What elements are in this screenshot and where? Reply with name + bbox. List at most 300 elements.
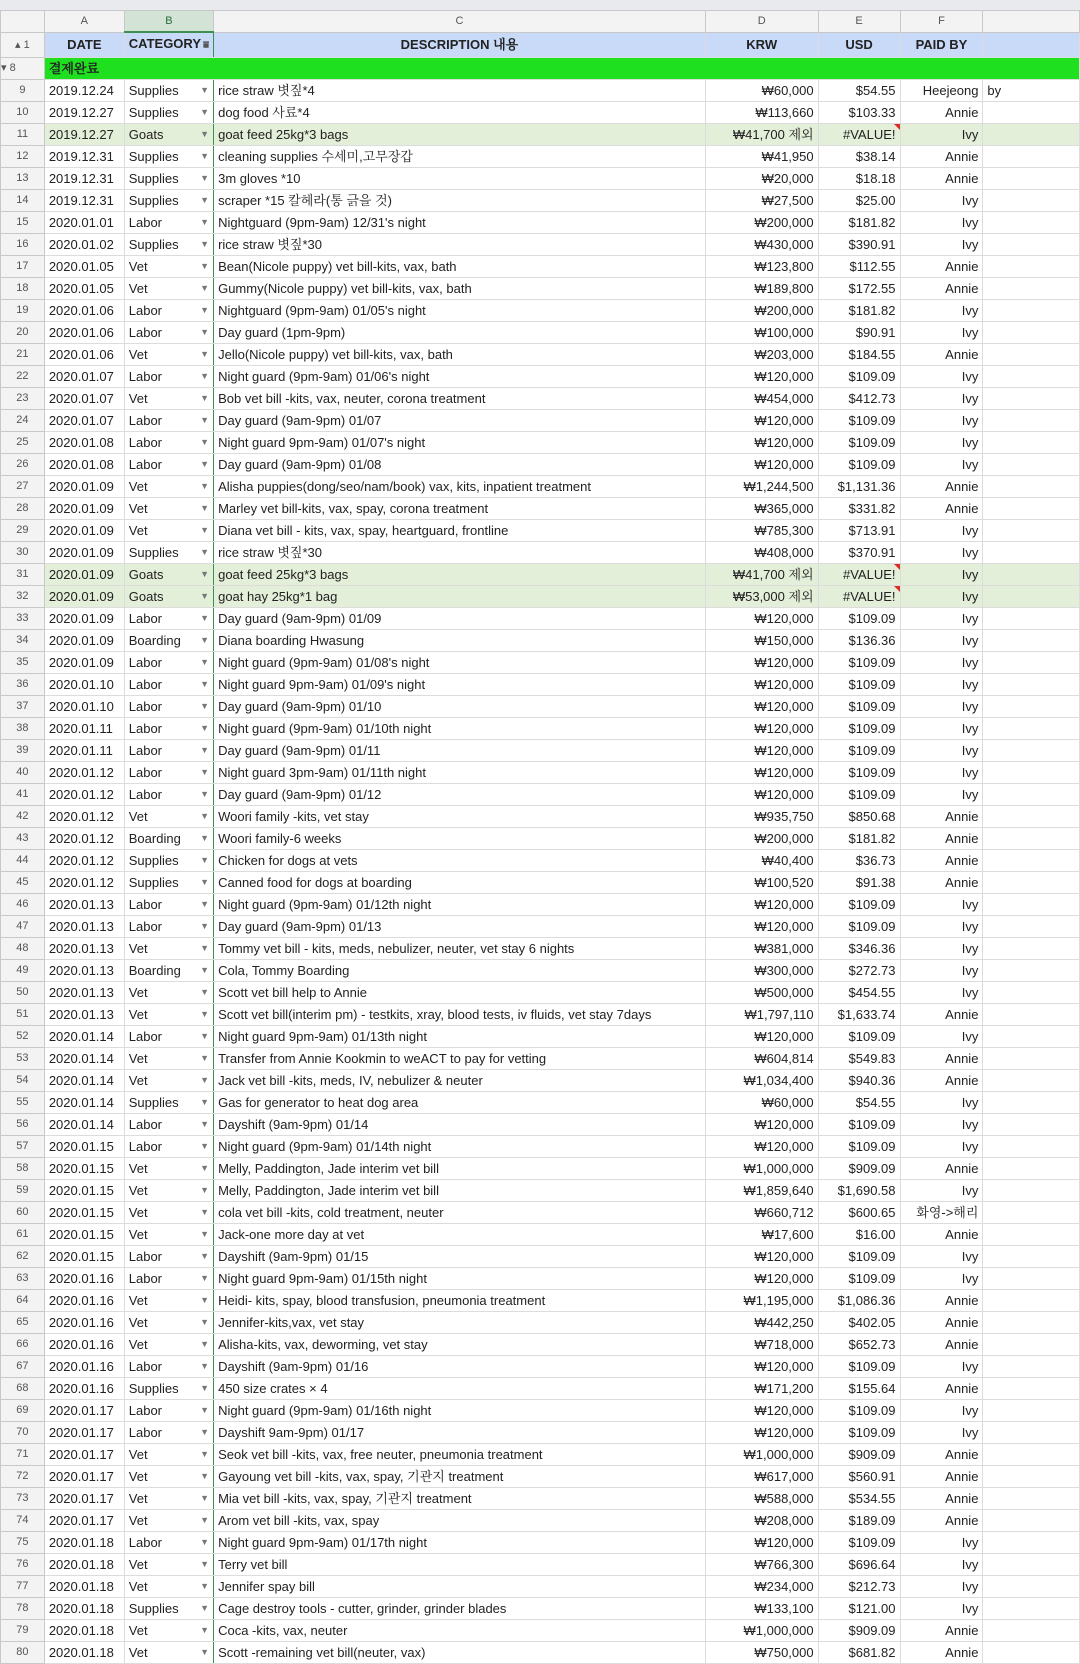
cell-krw[interactable]: ₩750,000 xyxy=(705,1642,818,1664)
cell-paid-by[interactable]: Annie xyxy=(900,1466,983,1488)
cell-category[interactable]: Supplies ▼ xyxy=(124,102,213,124)
cell-description[interactable]: Jennifer spay bill xyxy=(214,1576,706,1598)
dropdown-arrow-icon[interactable]: ▼ xyxy=(200,1603,210,1613)
dropdown-arrow-icon[interactable]: ▼ xyxy=(200,1251,210,1261)
cell-date[interactable]: 2020.01.14 xyxy=(44,1092,124,1114)
cell-category[interactable]: Vet ▼ xyxy=(124,1048,213,1070)
cell-date[interactable]: 2020.01.09 xyxy=(44,542,124,564)
cell-category[interactable]: Goats ▼ xyxy=(124,586,213,608)
cell-category[interactable]: Vet ▼ xyxy=(124,1224,213,1246)
cell-category[interactable]: Labor ▼ xyxy=(124,410,213,432)
cell-paid-by[interactable]: Annie xyxy=(900,146,983,168)
cell-category[interactable]: Supplies ▼ xyxy=(124,234,213,256)
cell-paid-by[interactable]: Annie xyxy=(900,1510,983,1532)
cell-usd[interactable]: $549.83 xyxy=(818,1048,900,1070)
cell-date[interactable]: 2020.01.01 xyxy=(44,212,124,234)
cell-usd[interactable]: #VALUE! xyxy=(818,586,900,608)
dropdown-arrow-icon[interactable]: ▼ xyxy=(200,899,210,909)
cell-usd[interactable]: $560.91 xyxy=(818,1466,900,1488)
cell-date[interactable]: 2020.01.09 xyxy=(44,520,124,542)
cell-description[interactable]: Bob vet bill -kits, vax, neuter, corona treatment xyxy=(214,388,706,410)
cell-extra[interactable] xyxy=(983,542,1080,564)
row-number[interactable]: 49 xyxy=(1,960,45,982)
cell-paid-by[interactable]: Annie xyxy=(900,872,983,894)
cell-description[interactable]: Night guard (9pm-9am) 01/16th night xyxy=(214,1400,706,1422)
cell-paid-by[interactable]: Ivy xyxy=(900,894,983,916)
column-header-a[interactable]: A xyxy=(44,11,124,33)
dropdown-arrow-icon[interactable]: ▼ xyxy=(200,1207,210,1217)
cell-paid-by[interactable]: Ivy xyxy=(900,454,983,476)
cell-krw[interactable]: ₩430,000 xyxy=(705,234,818,256)
dropdown-arrow-icon[interactable]: ▼ xyxy=(200,129,210,139)
dropdown-arrow-icon[interactable]: ▼ xyxy=(200,767,210,777)
cell-description[interactable]: Dayshift (9am-9pm) 01/14 xyxy=(214,1114,706,1136)
cell-usd[interactable]: $713.91 xyxy=(818,520,900,542)
cell-date[interactable]: 2020.01.15 xyxy=(44,1246,124,1268)
cell-krw[interactable]: ₩150,000 xyxy=(705,630,818,652)
cell-category[interactable]: Labor ▼ xyxy=(124,1400,213,1422)
row-number[interactable]: 64 xyxy=(1,1290,45,1312)
dropdown-arrow-icon[interactable]: ▼ xyxy=(200,1537,210,1547)
cell-description[interactable]: Night guard (9pm-9am) 01/14th night xyxy=(214,1136,706,1158)
cell-paid-by[interactable]: Annie xyxy=(900,1334,983,1356)
cell-extra[interactable] xyxy=(983,586,1080,608)
cell-extra[interactable] xyxy=(983,1422,1080,1444)
cell-krw[interactable]: ₩234,000 xyxy=(705,1576,818,1598)
cell-paid-by[interactable]: Ivy xyxy=(900,366,983,388)
row-number[interactable]: 29 xyxy=(1,520,45,542)
cell-category[interactable]: Labor ▼ xyxy=(124,894,213,916)
cell-krw[interactable]: ₩120,000 xyxy=(705,894,818,916)
cell-extra[interactable] xyxy=(983,366,1080,388)
row-number[interactable]: 28 xyxy=(1,498,45,520)
cell-extra[interactable] xyxy=(983,168,1080,190)
filter-icon[interactable]: ⩸ xyxy=(203,40,210,51)
cell-krw[interactable]: ₩120,000 xyxy=(705,366,818,388)
row-number[interactable]: 11 xyxy=(1,124,45,146)
cell-usd[interactable]: $109.09 xyxy=(818,1114,900,1136)
cell-paid-by[interactable]: Ivy xyxy=(900,696,983,718)
cell-date[interactable]: 2020.01.08 xyxy=(44,432,124,454)
cell-extra[interactable] xyxy=(983,1070,1080,1092)
dropdown-arrow-icon[interactable]: ▼ xyxy=(200,371,210,381)
cell-krw[interactable]: ₩203,000 xyxy=(705,344,818,366)
cell-krw[interactable]: ₩120,000 xyxy=(705,1246,818,1268)
dropdown-arrow-icon[interactable]: ▼ xyxy=(200,635,210,645)
cell-paid-by[interactable]: Annie xyxy=(900,1378,983,1400)
cell-date[interactable]: 2020.01.17 xyxy=(44,1422,124,1444)
cell-description[interactable]: Scott -remaining vet bill(neuter, vax) xyxy=(214,1642,706,1664)
row-number[interactable]: 60 xyxy=(1,1202,45,1224)
cell-paid-by[interactable]: Ivy xyxy=(900,388,983,410)
cell-description[interactable]: Day guard (1pm-9pm) xyxy=(214,322,706,344)
dropdown-arrow-icon[interactable]: ▼ xyxy=(200,1493,210,1503)
cell-usd[interactable]: $1,131.36 xyxy=(818,476,900,498)
cell-date[interactable]: 2020.01.12 xyxy=(44,784,124,806)
cell-paid-by[interactable]: Annie xyxy=(900,102,983,124)
cell-description[interactable]: Canned food for dogs at boarding xyxy=(214,872,706,894)
dropdown-arrow-icon[interactable]: ▼ xyxy=(200,701,210,711)
cell-date[interactable]: 2020.01.14 xyxy=(44,1114,124,1136)
row-number[interactable]: 39 xyxy=(1,740,45,762)
cell-paid-by[interactable]: Ivy xyxy=(900,520,983,542)
cell-krw[interactable]: ₩208,000 xyxy=(705,1510,818,1532)
cell-description[interactable]: rice straw 볏짚*4 xyxy=(214,80,706,102)
cell-description[interactable]: goat hay 25kg*1 bag xyxy=(214,586,706,608)
cell-description[interactable]: Mia vet bill -kits, vax, spay, 기관지 treatment xyxy=(214,1488,706,1510)
cell-date[interactable]: 2020.01.09 xyxy=(44,498,124,520)
cell-category[interactable]: Boarding ▼ xyxy=(124,960,213,982)
cell-date[interactable]: 2020.01.10 xyxy=(44,674,124,696)
cell-paid-by[interactable]: 화영->해리 xyxy=(900,1202,983,1224)
dropdown-arrow-icon[interactable]: ▼ xyxy=(200,283,210,293)
cell-category[interactable]: Goats ▼ xyxy=(124,564,213,586)
cell-extra[interactable] xyxy=(983,1092,1080,1114)
cell-description[interactable]: Night guard (9pm-9am) 01/06's night xyxy=(214,366,706,388)
cell-description[interactable]: Terry vet bill xyxy=(214,1554,706,1576)
cell-description[interactable]: Day guard (9am-9pm) 01/11 xyxy=(214,740,706,762)
cell-paid-by[interactable]: Ivy xyxy=(900,652,983,674)
dropdown-arrow-icon[interactable]: ▼ xyxy=(200,613,210,623)
cell-extra[interactable] xyxy=(983,102,1080,124)
row-number[interactable]: 79 xyxy=(1,1620,45,1642)
cell-description[interactable]: Jack vet bill -kits, meds, IV, nebulizer & neuter xyxy=(214,1070,706,1092)
cell-paid-by[interactable]: Ivy xyxy=(900,916,983,938)
cell-date[interactable]: 2019.12.31 xyxy=(44,190,124,212)
cell-paid-by[interactable]: Ivy xyxy=(900,938,983,960)
cell-usd[interactable]: $181.82 xyxy=(818,212,900,234)
row-number[interactable]: ▴ 1 xyxy=(1,32,45,58)
cell-date[interactable]: 2020.01.18 xyxy=(44,1554,124,1576)
cell-paid-by[interactable]: Ivy xyxy=(900,124,983,146)
cell-usd[interactable]: $109.09 xyxy=(818,674,900,696)
cell-description[interactable]: goat feed 25kg*3 bags xyxy=(214,564,706,586)
cell-krw[interactable]: ₩120,000 xyxy=(705,762,818,784)
dropdown-arrow-icon[interactable]: ▼ xyxy=(200,1559,210,1569)
cell-extra[interactable] xyxy=(983,1180,1080,1202)
cell-description[interactable]: Night guard 9pm-9am) 01/13th night xyxy=(214,1026,706,1048)
cell-category[interactable]: Vet ▼ xyxy=(124,498,213,520)
cell-usd[interactable]: $16.00 xyxy=(818,1224,900,1246)
cell-usd[interactable]: $402.05 xyxy=(818,1312,900,1334)
cell-category[interactable]: Labor ▼ xyxy=(124,1532,213,1554)
cell-extra[interactable]: by xyxy=(983,80,1080,102)
cell-date[interactable]: 2020.01.16 xyxy=(44,1290,124,1312)
cell-category[interactable]: Labor ▼ xyxy=(124,322,213,344)
cell-usd[interactable]: $109.09 xyxy=(818,916,900,938)
cell-date[interactable]: 2020.01.17 xyxy=(44,1488,124,1510)
cell-date[interactable]: 2020.01.13 xyxy=(44,894,124,916)
cell-paid-by[interactable]: Ivy xyxy=(900,960,983,982)
cell-extra[interactable] xyxy=(983,322,1080,344)
cell-extra[interactable] xyxy=(983,124,1080,146)
cell-usd[interactable]: $109.09 xyxy=(818,1356,900,1378)
cell-usd[interactable]: $909.09 xyxy=(818,1620,900,1642)
cell-usd[interactable]: $909.09 xyxy=(818,1444,900,1466)
cell-category[interactable]: Labor ▼ xyxy=(124,1422,213,1444)
cell-krw[interactable]: ₩133,100 xyxy=(705,1598,818,1620)
cell-category[interactable]: Labor ▼ xyxy=(124,696,213,718)
cell-description[interactable]: Scott vet bill(interim pm) - testkits, xray, blood tests, iv fluids, vet stay 7days xyxy=(214,1004,706,1026)
dropdown-arrow-icon[interactable]: ▼ xyxy=(200,503,210,513)
cell-description[interactable]: cola vet bill -kits, cold treatment, neuter xyxy=(214,1202,706,1224)
cell-paid-by[interactable]: Ivy xyxy=(900,630,983,652)
cell-krw[interactable]: ₩500,000 xyxy=(705,982,818,1004)
cell-date[interactable]: 2020.01.12 xyxy=(44,872,124,894)
cell-usd[interactable]: $454.55 xyxy=(818,982,900,1004)
cell-extra[interactable] xyxy=(983,718,1080,740)
cell-date[interactable]: 2020.01.13 xyxy=(44,916,124,938)
cell-paid-by[interactable]: Annie xyxy=(900,1224,983,1246)
row-number[interactable]: 74 xyxy=(1,1510,45,1532)
column-header-g[interactable] xyxy=(983,11,1080,33)
cell-krw[interactable]: ₩1,797,110 xyxy=(705,1004,818,1026)
cell-description[interactable]: Melly, Paddington, Jade interim vet bill xyxy=(214,1158,706,1180)
cell-category[interactable]: Vet ▼ xyxy=(124,1576,213,1598)
cell-category[interactable]: Vet ▼ xyxy=(124,1488,213,1510)
cell-category[interactable]: Supplies ▼ xyxy=(124,1378,213,1400)
cell-krw[interactable]: ₩120,000 xyxy=(705,608,818,630)
cell-extra[interactable] xyxy=(983,630,1080,652)
cell-description[interactable]: Day guard (9am-9pm) 01/12 xyxy=(214,784,706,806)
cell-category[interactable]: Supplies ▼ xyxy=(124,168,213,190)
cell-description[interactable]: Day guard (9am-9pm) 01/10 xyxy=(214,696,706,718)
dropdown-arrow-icon[interactable]: ▼ xyxy=(200,1581,210,1591)
cell-usd[interactable]: $696.64 xyxy=(818,1554,900,1576)
cell-date[interactable]: 2020.01.12 xyxy=(44,850,124,872)
cell-description[interactable]: Day guard (9am-9pm) 01/13 xyxy=(214,916,706,938)
row-number[interactable]: 12 xyxy=(1,146,45,168)
dropdown-arrow-icon[interactable]: ▼ xyxy=(200,261,210,271)
cell-krw[interactable]: ₩120,000 xyxy=(705,1400,818,1422)
dropdown-arrow-icon[interactable]: ▼ xyxy=(200,1361,210,1371)
cell-description[interactable]: Transfer from Annie Kookmin to weACT to pay for vetting xyxy=(214,1048,706,1070)
cell-date[interactable]: 2020.01.16 xyxy=(44,1334,124,1356)
column-header-e[interactable]: E xyxy=(818,11,900,33)
cell-extra[interactable] xyxy=(983,652,1080,674)
cell-date[interactable]: 2020.01.09 xyxy=(44,630,124,652)
cell-extra[interactable] xyxy=(983,740,1080,762)
cell-description[interactable]: Dayshift (9am-9pm) 01/15 xyxy=(214,1246,706,1268)
cell-date[interactable]: 2020.01.17 xyxy=(44,1466,124,1488)
cell-extra[interactable] xyxy=(983,1224,1080,1246)
cell-category[interactable]: Labor ▼ xyxy=(124,784,213,806)
cell-usd[interactable]: $109.09 xyxy=(818,784,900,806)
row-number[interactable]: 59 xyxy=(1,1180,45,1202)
cell-krw[interactable]: ₩171,200 xyxy=(705,1378,818,1400)
cell-krw[interactable]: ₩120,000 xyxy=(705,718,818,740)
cell-paid-by[interactable]: Ivy xyxy=(900,1114,983,1136)
cell-extra[interactable] xyxy=(983,454,1080,476)
cell-paid-by[interactable]: Annie xyxy=(900,1048,983,1070)
cell-krw[interactable]: ₩1,034,400 xyxy=(705,1070,818,1092)
cell-krw[interactable]: ₩617,000 xyxy=(705,1466,818,1488)
dropdown-arrow-icon[interactable]: ▼ xyxy=(200,1229,210,1239)
cell-extra[interactable] xyxy=(983,872,1080,894)
cell-category[interactable]: Supplies ▼ xyxy=(124,850,213,872)
row-number[interactable]: 42 xyxy=(1,806,45,828)
cell-extra[interactable] xyxy=(983,828,1080,850)
dropdown-arrow-icon[interactable]: ▼ xyxy=(200,1383,210,1393)
cell-description[interactable]: 450 size crates × 4 xyxy=(214,1378,706,1400)
cell-description[interactable]: rice straw 볏짚*30 xyxy=(214,234,706,256)
cell-date[interactable]: 2020.01.09 xyxy=(44,476,124,498)
cell-description[interactable]: goat feed 25kg*3 bags xyxy=(214,124,706,146)
cell-extra[interactable] xyxy=(983,1510,1080,1532)
cell-extra[interactable] xyxy=(983,916,1080,938)
cell-date[interactable]: 2020.01.11 xyxy=(44,718,124,740)
cell-extra[interactable] xyxy=(983,806,1080,828)
cell-paid-by[interactable]: Annie xyxy=(900,344,983,366)
cell-krw[interactable]: ₩40,400 xyxy=(705,850,818,872)
cell-category[interactable]: Vet ▼ xyxy=(124,278,213,300)
cell-krw[interactable]: ₩120,000 xyxy=(705,454,818,476)
cell-category[interactable]: Labor ▼ xyxy=(124,454,213,476)
cell-date[interactable]: 2020.01.18 xyxy=(44,1576,124,1598)
cell-paid-by[interactable]: Annie xyxy=(900,1312,983,1334)
cell-category[interactable]: Vet ▼ xyxy=(124,1334,213,1356)
cell-paid-by[interactable]: Ivy xyxy=(900,1180,983,1202)
cell-usd[interactable]: $181.82 xyxy=(818,300,900,322)
cell-krw[interactable]: ₩120,000 xyxy=(705,1136,818,1158)
cell-category[interactable]: Vet ▼ xyxy=(124,1554,213,1576)
cell-category[interactable]: Vet ▼ xyxy=(124,1180,213,1202)
row-number[interactable]: 36 xyxy=(1,674,45,696)
cell-category[interactable]: Vet ▼ xyxy=(124,1620,213,1642)
cell-description[interactable]: Dayshift 9am-9pm) 01/17 xyxy=(214,1422,706,1444)
cell-date[interactable]: 2020.01.16 xyxy=(44,1378,124,1400)
cell-extra[interactable] xyxy=(983,608,1080,630)
cell-usd[interactable]: $940.36 xyxy=(818,1070,900,1092)
cell-krw[interactable]: ₩120,000 xyxy=(705,740,818,762)
cell-krw[interactable]: ₩120,000 xyxy=(705,1268,818,1290)
row-number[interactable]: 47 xyxy=(1,916,45,938)
cell-paid-by[interactable]: Ivy xyxy=(900,1092,983,1114)
cell-paid-by[interactable]: Annie xyxy=(900,1004,983,1026)
cell-description[interactable]: Cola, Tommy Boarding xyxy=(214,960,706,982)
dropdown-arrow-icon[interactable]: ▼ xyxy=(200,525,210,535)
row-number[interactable]: 32 xyxy=(1,586,45,608)
cell-paid-by[interactable]: Ivy xyxy=(900,762,983,784)
cell-extra[interactable] xyxy=(983,256,1080,278)
cell-usd[interactable]: $346.36 xyxy=(818,938,900,960)
row-number[interactable]: 54 xyxy=(1,1070,45,1092)
cell-category[interactable]: Labor ▼ xyxy=(124,1246,213,1268)
cell-usd[interactable]: $112.55 xyxy=(818,256,900,278)
cell-category[interactable]: Vet ▼ xyxy=(124,982,213,1004)
cell-extra[interactable] xyxy=(983,146,1080,168)
dropdown-arrow-icon[interactable]: ▼ xyxy=(200,591,210,601)
row-number[interactable]: 68 xyxy=(1,1378,45,1400)
row-number[interactable]: 50 xyxy=(1,982,45,1004)
cell-description[interactable]: Night guard 9pm-9am) 01/15th night xyxy=(214,1268,706,1290)
cell-category[interactable]: Labor ▼ xyxy=(124,608,213,630)
cell-krw[interactable]: ₩41,700 제외 xyxy=(705,564,818,586)
dropdown-arrow-icon[interactable]: ▼ xyxy=(200,107,210,117)
cell-category[interactable]: Vet ▼ xyxy=(124,476,213,498)
cell-usd[interactable]: $850.68 xyxy=(818,806,900,828)
cell-extra[interactable] xyxy=(983,1158,1080,1180)
cell-usd[interactable]: $109.09 xyxy=(818,454,900,476)
cell-category[interactable]: Labor ▼ xyxy=(124,1026,213,1048)
cell-paid-by[interactable]: Annie xyxy=(900,1158,983,1180)
cell-date[interactable]: 2020.01.18 xyxy=(44,1620,124,1642)
cell-date[interactable]: 2020.01.15 xyxy=(44,1202,124,1224)
cell-category[interactable]: Vet ▼ xyxy=(124,256,213,278)
cell-description[interactable]: Diana vet bill - kits, vax, spay, heartguard, frontline xyxy=(214,520,706,542)
cell-extra[interactable] xyxy=(983,388,1080,410)
cell-usd[interactable]: $90.91 xyxy=(818,322,900,344)
dropdown-arrow-icon[interactable]: ▼ xyxy=(200,1273,210,1283)
cell-extra[interactable] xyxy=(983,1576,1080,1598)
cell-krw[interactable]: ₩200,000 xyxy=(705,828,818,850)
dropdown-arrow-icon[interactable]: ▼ xyxy=(200,723,210,733)
row-number[interactable]: 46 xyxy=(1,894,45,916)
cell-paid-by[interactable]: Ivy xyxy=(900,718,983,740)
cell-krw[interactable]: ₩120,000 xyxy=(705,1114,818,1136)
row-number[interactable]: 70 xyxy=(1,1422,45,1444)
column-header-c[interactable]: C xyxy=(214,11,706,33)
cell-date[interactable]: 2020.01.05 xyxy=(44,256,124,278)
cell-category[interactable]: Boarding ▼ xyxy=(124,828,213,850)
cell-category[interactable]: Vet ▼ xyxy=(124,520,213,542)
cell-category[interactable]: Labor ▼ xyxy=(124,740,213,762)
row-number[interactable]: 75 xyxy=(1,1532,45,1554)
row-number[interactable]: 69 xyxy=(1,1400,45,1422)
cell-date[interactable]: 2020.01.08 xyxy=(44,454,124,476)
cell-category[interactable]: Vet ▼ xyxy=(124,1642,213,1664)
cell-description[interactable]: Alisha-kits, vax, deworming, vet stay xyxy=(214,1334,706,1356)
row-number[interactable]: ▾ 8 xyxy=(1,58,45,80)
cell-paid-by[interactable]: Ivy xyxy=(900,674,983,696)
cell-category[interactable]: Supplies ▼ xyxy=(124,146,213,168)
dropdown-arrow-icon[interactable]: ▼ xyxy=(200,987,210,997)
cell-extra[interactable] xyxy=(983,1048,1080,1070)
cell-paid-by[interactable]: Ivy xyxy=(900,1400,983,1422)
dropdown-arrow-icon[interactable]: ▼ xyxy=(200,1053,210,1063)
row-number[interactable]: 78 xyxy=(1,1598,45,1620)
cell-paid-by[interactable]: Annie xyxy=(900,476,983,498)
cell-category[interactable]: Goats ▼ xyxy=(124,124,213,146)
dropdown-arrow-icon[interactable]: ▼ xyxy=(200,1647,210,1657)
row-number[interactable]: 21 xyxy=(1,344,45,366)
cell-usd[interactable]: $103.33 xyxy=(818,102,900,124)
cell-date[interactable]: 2020.01.12 xyxy=(44,806,124,828)
cell-krw[interactable]: ₩200,000 xyxy=(705,212,818,234)
cell-description[interactable]: cleaning supplies 수세미,고무장갑 xyxy=(214,146,706,168)
cell-krw[interactable]: ₩120,000 xyxy=(705,410,818,432)
cell-date[interactable]: 2020.01.07 xyxy=(44,410,124,432)
cell-extra[interactable] xyxy=(983,1598,1080,1620)
cell-usd[interactable]: #VALUE! xyxy=(818,564,900,586)
cell-krw[interactable]: ₩1,000,000 xyxy=(705,1620,818,1642)
cell-krw[interactable]: ₩100,000 xyxy=(705,322,818,344)
cell-extra[interactable] xyxy=(983,1290,1080,1312)
cell-krw[interactable]: ₩785,300 xyxy=(705,520,818,542)
row-number[interactable]: 9 xyxy=(1,80,45,102)
cell-krw[interactable]: ₩766,300 xyxy=(705,1554,818,1576)
cell-extra[interactable] xyxy=(983,1532,1080,1554)
cell-description[interactable]: Nightguard (9pm-9am) 01/05's night xyxy=(214,300,706,322)
dropdown-arrow-icon[interactable]: ▼ xyxy=(200,195,210,205)
row-number[interactable]: 66 xyxy=(1,1334,45,1356)
cell-extra[interactable] xyxy=(983,1268,1080,1290)
cell-usd[interactable]: $109.09 xyxy=(818,1422,900,1444)
cell-description[interactable]: Melly, Paddington, Jade interim vet bill xyxy=(214,1180,706,1202)
cell-usd[interactable]: $172.55 xyxy=(818,278,900,300)
cell-krw[interactable]: ₩120,000 xyxy=(705,674,818,696)
cell-paid-by[interactable]: Annie xyxy=(900,1290,983,1312)
